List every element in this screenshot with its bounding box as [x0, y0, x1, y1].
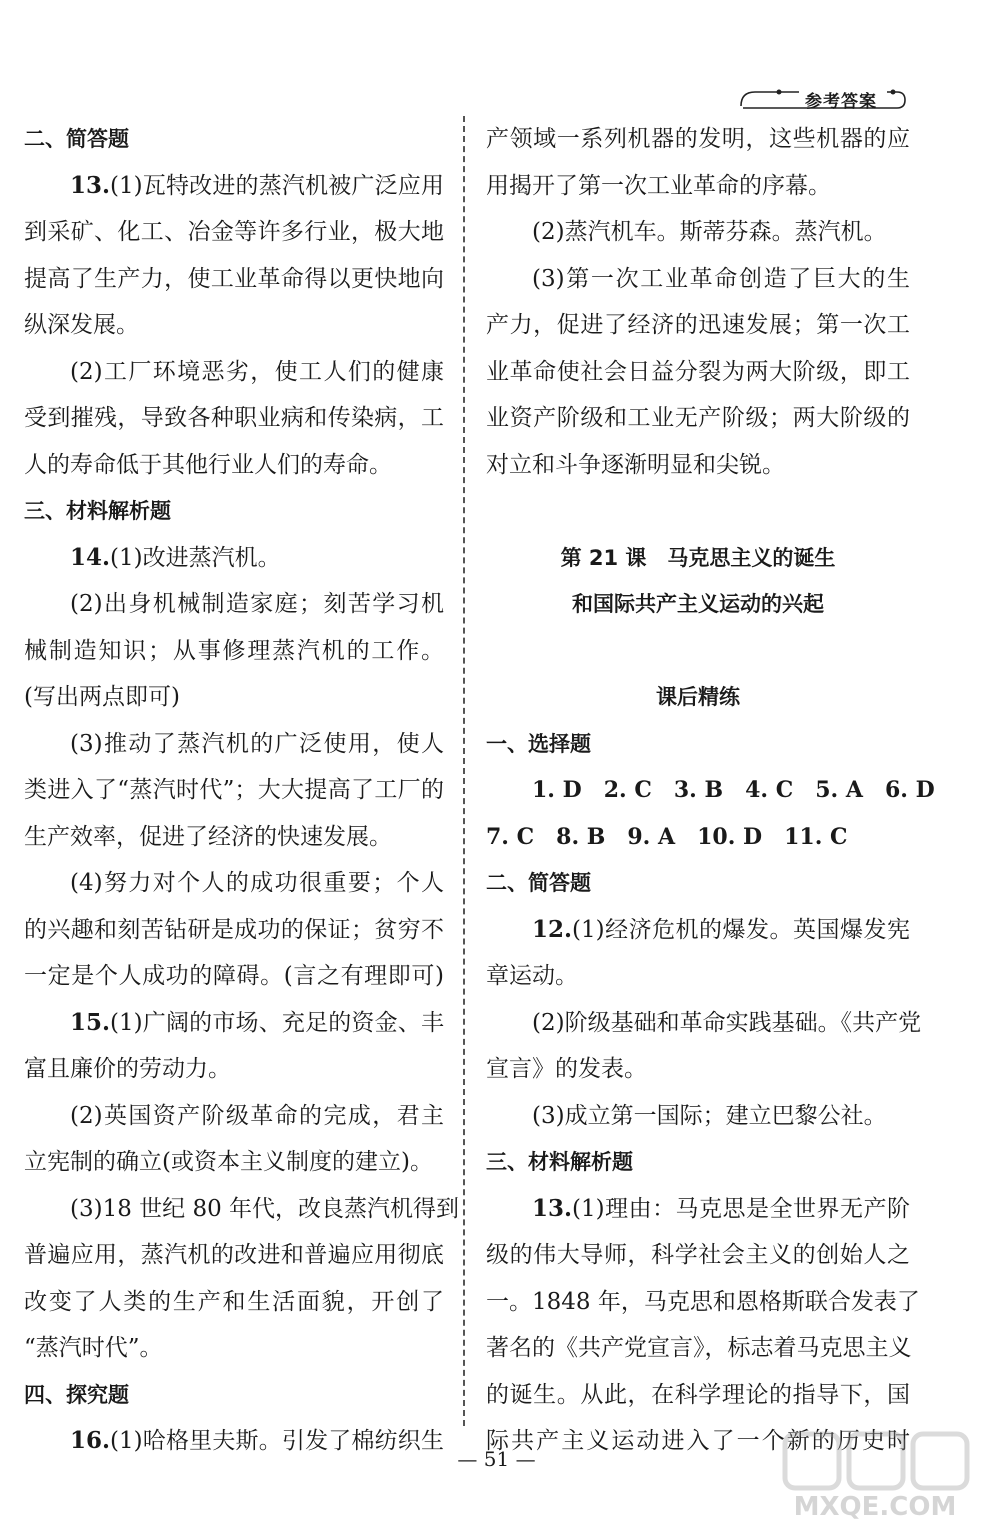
paragraph-end: [24, 1046, 444, 1093]
line-text: 到采矿、化工、冶金等许多行业，极大地: [24, 219, 444, 245]
text-line: [486, 302, 910, 349]
line-text: 和国际共产主义运动的兴起: [572, 592, 824, 616]
section-heading: [24, 116, 444, 163]
paragraph-start: [24, 1093, 444, 1140]
answer-key-header: [737, 86, 909, 112]
paragraph-start: [486, 256, 910, 303]
line-text: 业革命使社会日益分裂为两大阶级，即工: [486, 358, 910, 385]
line-text: (2)工厂环境恶劣，使工人们的健康: [70, 358, 444, 385]
answer-item: 7. C: [486, 823, 535, 850]
page-number: — 51 —: [457, 1447, 536, 1471]
text-line: [24, 628, 444, 675]
line-text: (3)第一次工业革命创造了巨大的生: [532, 265, 910, 292]
text-line: [24, 209, 444, 256]
text-line: [24, 395, 444, 442]
text-line: [486, 1372, 910, 1419]
paragraph-start: [24, 535, 444, 582]
section-heading: [486, 721, 910, 768]
spacer: [486, 628, 910, 675]
line-text: (1)哈格里夫斯。引发了棉纺织生: [110, 1428, 444, 1454]
answer-item: 10. D: [697, 823, 763, 850]
line-text: (3)成立第一国际；建立巴黎公社。: [532, 1102, 887, 1129]
line-text: (1)广阔的市场、充足的资金、丰: [110, 1009, 444, 1036]
line-text: 生产效率，促进了经济的快速发展。: [24, 823, 392, 850]
line-text: 业资产阶级和工业无产阶级；两大阶级的: [486, 405, 910, 431]
line-text: (2)出身机械制造家庭；刻苦学习机: [70, 591, 444, 617]
line-text: 纵深发展。: [24, 312, 139, 338]
line-text: 二、简答题: [24, 127, 129, 151]
paragraph-start: [24, 349, 444, 396]
answer-item: 5. A: [815, 777, 863, 803]
text-line: [24, 1279, 444, 1326]
question-number: 12.: [532, 915, 573, 943]
line-text: 级的伟大导师，科学社会主义的创始人之: [486, 1242, 910, 1268]
paragraph-start: [24, 1186, 460, 1233]
answer-item: 2. C: [603, 777, 652, 803]
lesson-title: [486, 581, 910, 628]
line-text: 对立和斗争逐渐明显和尖锐。: [486, 451, 785, 478]
paragraph-start: [24, 860, 444, 907]
section-heading: [486, 1139, 910, 1186]
line-text: 受到摧残，导致各种职业病和传染病，工: [24, 405, 444, 431]
line-text: 第 21 课 马克思主义的诞生: [560, 545, 836, 570]
right-column: [486, 116, 935, 1465]
line-text: 用揭开了第一次工业革命的序幕。: [486, 172, 831, 199]
line-text: (1)经济危机的爆发。英国爆发宪: [572, 916, 910, 943]
paragraph-end: [24, 1325, 444, 1372]
text-line: [486, 349, 910, 396]
paragraph-start: [486, 907, 910, 954]
text-line: [24, 1232, 444, 1279]
line-text: 类进入了“蒸汽时代”；大大提高了工厂的: [24, 777, 444, 803]
paragraph-start: [24, 581, 444, 628]
line-text: 立宪制的确立(或资本主义制度的建立)。: [24, 1149, 433, 1175]
line-text: (3)推动了蒸汽机的广泛使用，使人: [70, 730, 444, 757]
watermark-text: MXQE.COM: [793, 1492, 957, 1522]
answer-item: 11. C: [784, 823, 848, 850]
line-text: 三、材料解析题: [24, 499, 171, 523]
line-text: 人的寿命低于其他行业人们的寿命。: [24, 451, 392, 478]
line-text: 际共产主义运动进入了一个新的历史时: [486, 1428, 910, 1454]
paragraph-start: [486, 1093, 910, 1140]
answer-row: [486, 767, 935, 814]
answer-item: 1. D: [532, 777, 582, 803]
text-line: [24, 953, 444, 1000]
text-line: [486, 1232, 910, 1279]
line-text: (1)改进蒸汽机。: [110, 544, 281, 571]
section-heading: [486, 860, 910, 907]
paragraph-end: [486, 163, 910, 210]
line-text: 产力，促进了经济的迅速发展；第一次工: [486, 312, 910, 338]
paragraph-end: [24, 674, 444, 721]
text-line: [486, 395, 910, 442]
paragraph-end: [486, 1046, 910, 1093]
spacer: [486, 488, 910, 535]
line-text: 普遍应用，蒸汽机的改进和普遍应用彻底: [24, 1242, 444, 1268]
answer-item: 6. D: [884, 777, 935, 803]
text-line: [486, 116, 910, 163]
section-heading: [24, 1372, 444, 1419]
line-text: (2)蒸汽机车。斯蒂芬森。蒸汽机。: [532, 219, 887, 245]
line-text: 提高了生产力，使工业革命得以更快地向: [24, 265, 444, 292]
text-line: [24, 256, 444, 303]
question-number: 16.: [70, 1427, 111, 1454]
line-text: “蒸汽时代”。: [24, 1335, 163, 1361]
question-number: 13.: [70, 171, 111, 199]
line-text: 械制造知识；从事修理蒸汽机的工作。: [24, 637, 444, 664]
line-text: (4)努力对个人的成功很重要；个人: [70, 870, 444, 896]
answer-item: 3. B: [673, 777, 724, 803]
question-number: 15.: [70, 1008, 111, 1036]
line-text: 章运动。: [486, 963, 578, 989]
line-text: (2)英国资产阶级革命的完成，君主: [70, 1102, 444, 1129]
text-line: [24, 767, 444, 814]
answer-row: [486, 814, 910, 861]
line-text: 著名的《共产党宣言》，标志着马克思主义: [486, 1335, 912, 1361]
text-line: [486, 1279, 920, 1326]
line-text: 产领域一系列机器的发明，这些机器的应: [486, 126, 910, 152]
line-text: 三、材料解析题: [486, 1150, 633, 1174]
line-text: (1)瓦特改进的蒸汽机被广泛应用: [110, 172, 444, 199]
answer-item: 4. C: [745, 777, 794, 803]
paragraph-end: [24, 814, 444, 861]
line-text: (2)阶级基础和革命实践基础。《共产党: [532, 1009, 922, 1036]
text-line: [24, 907, 444, 954]
question-number: 13.: [532, 1194, 573, 1222]
paragraph-end: [24, 302, 444, 349]
section-heading: [24, 488, 444, 535]
paragraph-end: [486, 953, 910, 1000]
answer-item: 9. A: [627, 823, 676, 850]
line-text: 宣言》的发表。: [486, 1056, 647, 1082]
header-label: 参考答案: [805, 92, 877, 112]
column-divider: [463, 116, 465, 1426]
line-text: (3)18 世纪 80 年代，改良蒸汽机得到: [70, 1195, 460, 1222]
watermark-logo-icon: [775, 1426, 975, 1496]
left-column: [24, 116, 460, 1465]
line-text: 一。1848 年，马克思和恩格斯联合发表了: [486, 1288, 920, 1315]
watermark: [775, 1426, 975, 1522]
paragraph-end: [486, 442, 910, 489]
paragraph-start: [24, 721, 444, 768]
lesson-title: [486, 674, 910, 721]
line-text: (1)理由：马克思是全世界无产阶: [572, 1195, 910, 1222]
line-text: (写出两点即可): [24, 684, 180, 710]
line-text: 改变了人类的生产和生活面貌，开创了: [24, 1288, 444, 1315]
line-text: 一、选择题: [486, 731, 591, 756]
line-text: 二、简答题: [486, 871, 591, 895]
question-number: 14.: [70, 543, 111, 571]
line-text: 课后精练: [656, 685, 740, 709]
text-line: [486, 1325, 910, 1372]
answer-item: 8. B: [556, 823, 606, 850]
line-text: 四、探究题: [24, 1382, 129, 1407]
paragraph-start: [24, 1000, 444, 1047]
paragraph-start: [486, 1000, 922, 1047]
line-text: 富且廉价的劳动力。: [24, 1056, 231, 1082]
lesson-title: [486, 535, 910, 582]
line-text: 一定是个人成功的障碍。(言之有理即可): [24, 963, 444, 989]
line-text: 的兴趣和刻苦钻研是成功的保证；贫穷不: [24, 916, 444, 943]
paragraph-end: [24, 1139, 444, 1186]
paragraph-start: [486, 1186, 910, 1233]
paragraph-start: [24, 163, 444, 210]
paragraph-end: [24, 442, 444, 489]
line-text: 的诞生。从此，在科学理论的指导下，国: [486, 1381, 910, 1408]
paragraph-start: [486, 209, 910, 256]
